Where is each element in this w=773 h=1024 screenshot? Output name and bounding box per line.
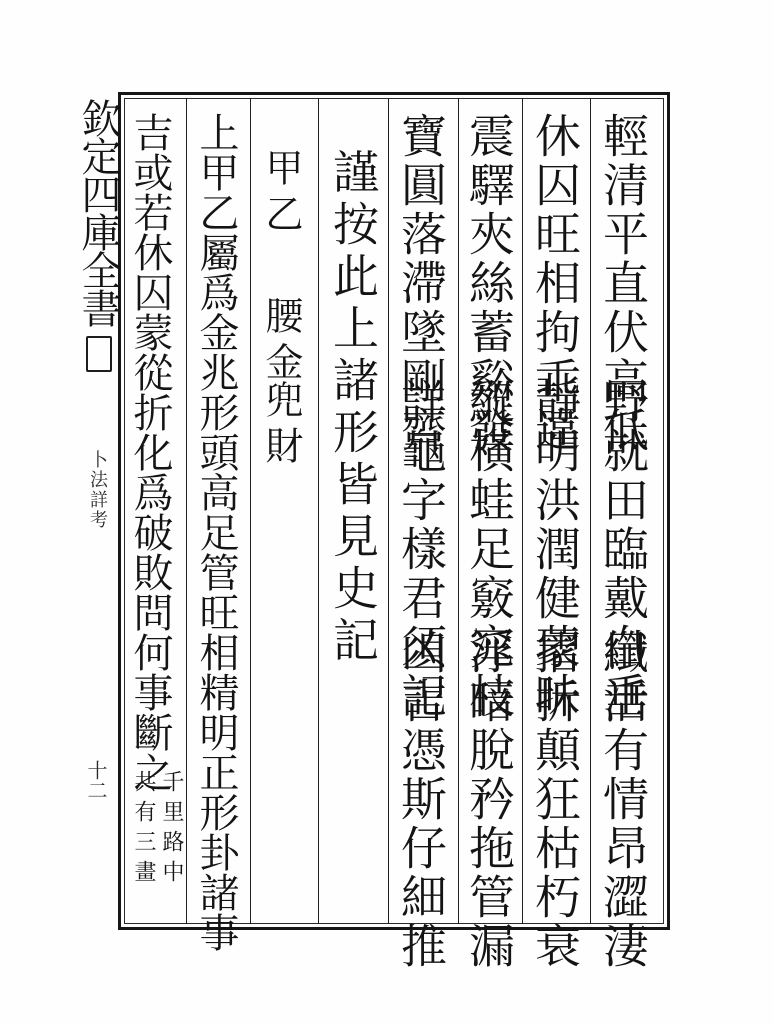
text-column-7: 上甲乙屬爲金兆形頭高足管旺相精明正形卦諸事: [193, 112, 239, 952]
text-column-2b: 靜明洪潤健蒙昧: [528, 378, 582, 721]
interlinear-note-left: 共有三畫: [131, 770, 156, 890]
text-column-4b: 詳龜字樣君須記: [394, 378, 448, 721]
margin-section-label: 卜法詳考: [87, 450, 108, 530]
text-column-2a: 休囚旺相拘乖違: [528, 112, 582, 455]
text-column-3b: 縱橫蛙足竅窕枝: [462, 378, 516, 721]
text-column-1a: 輕清平直伏高低: [596, 112, 650, 455]
text-column-6a: 甲乙: [259, 148, 303, 240]
text-column-6c: 兜財: [259, 380, 303, 472]
text-column-6b: 腰金: [259, 296, 303, 388]
column-divider: [250, 98, 251, 924]
text-column-4c: 凶吉憑斯仔細推: [394, 628, 448, 971]
text-column-4a: 寶圓落滯墜剛齊: [394, 112, 448, 455]
folio-number: 十二: [84, 760, 108, 800]
text-column-8: 吉或若休囚蒙從折化爲破敗問何事斷之: [127, 112, 173, 792]
column-divider: [388, 98, 389, 924]
text-column-3a: 震驛夾絲蓄谿發: [462, 112, 516, 455]
interlinear-note-right: 千里路中: [159, 770, 184, 890]
column-divider: [522, 98, 523, 924]
commentary-column: 謹按此上諸形皆見史記: [326, 148, 380, 668]
column-divider: [590, 98, 591, 924]
column-divider: [318, 98, 319, 924]
column-divider: [458, 98, 459, 924]
text-column-1c: 纖活有情昂澀淒: [596, 628, 650, 971]
fish-tail-mark: [86, 336, 112, 372]
text-column-2c: 摺折顛狂枯朽衰: [528, 628, 582, 971]
text-column-3c: 浮暗脫矜拖管漏: [462, 628, 516, 971]
column-divider: [186, 98, 187, 924]
text-column-1b: 野就田臨戴白垂: [596, 378, 650, 721]
margin-book-title: 欽定四庫全書: [75, 98, 121, 326]
